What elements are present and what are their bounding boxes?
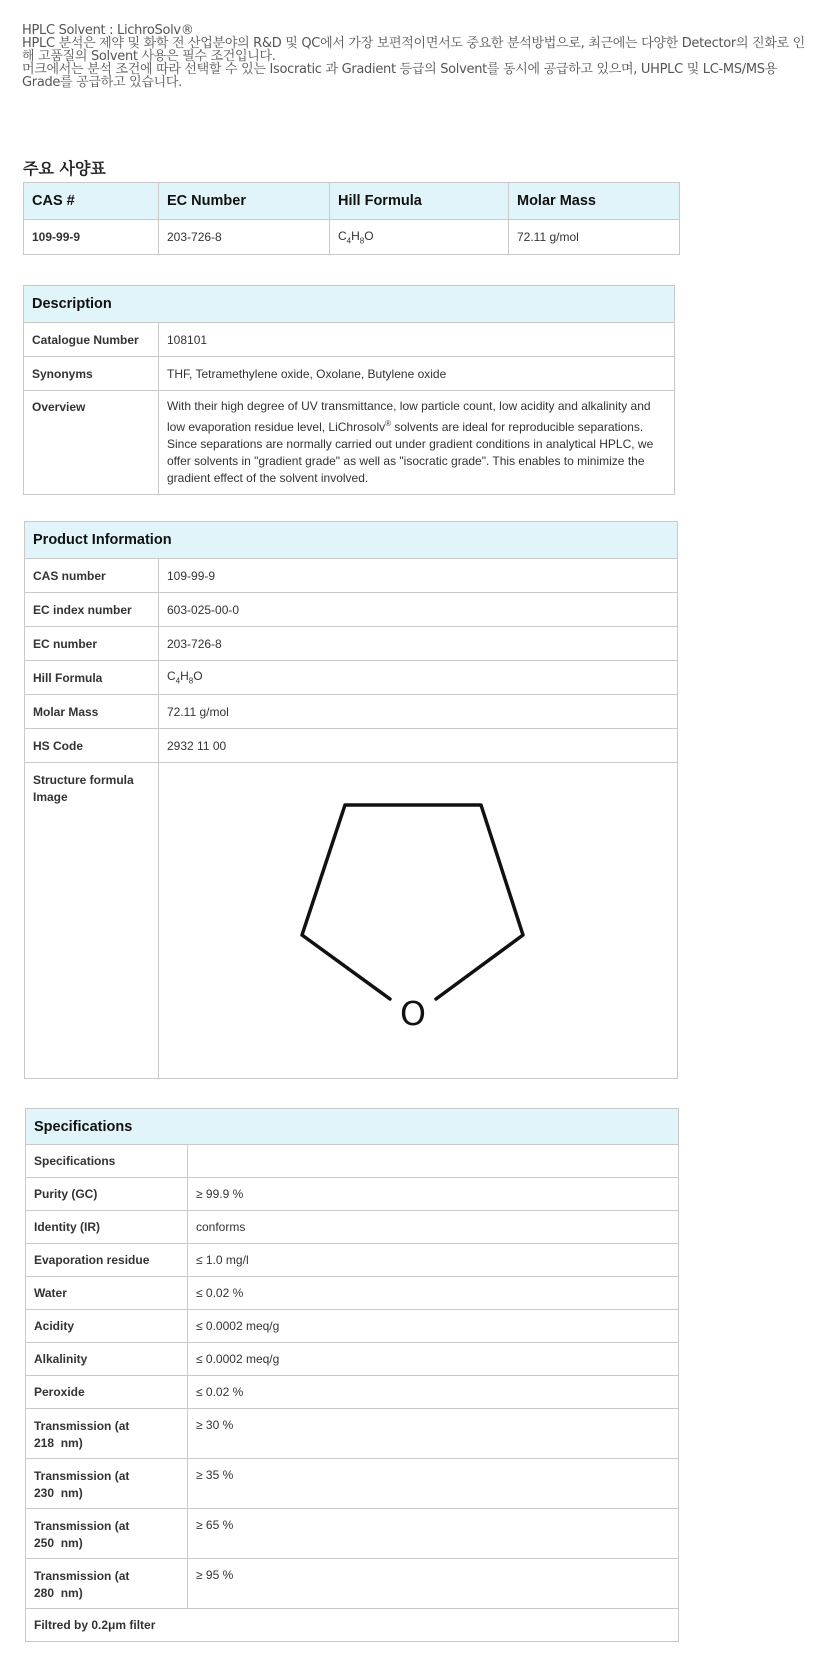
row-label-molar-mass: Molar Mass: [25, 695, 159, 729]
cell-ec: 203-726-8: [159, 220, 330, 255]
spec-value-trans-218: ≥ 30 %: [188, 1409, 679, 1459]
spec-value-water: ≤ 0.02 %: [188, 1277, 679, 1310]
row-label-overview: Overview: [24, 391, 159, 495]
row-label-catalogue: Catalogue Number: [24, 323, 159, 357]
intro-text: [22, 24, 812, 89]
product-info-table: [24, 521, 678, 1079]
row-value-ec-number: 203-726-8: [159, 627, 678, 661]
spec-value-trans-280: ≥ 95 %: [188, 1559, 679, 1609]
spec-label-water: Water: [26, 1277, 188, 1310]
specifications-table: [25, 1108, 679, 1642]
thf-ring-bonds: [302, 805, 523, 999]
spec-value-trans-230: ≥ 35 %: [188, 1459, 679, 1509]
header-molar-mass: Molar Mass: [509, 183, 680, 220]
row-value-synonyms: THF, Tetramethylene oxide, Oxolane, Butylene oxide: [159, 357, 675, 391]
spec-label-purity: Purity (GC): [26, 1178, 188, 1211]
spec-value-evaporation: ≤ 1.0 mg/l: [188, 1244, 679, 1277]
row-label-structure: Structure formula Image: [25, 763, 159, 1079]
row-value-molar-mass: 72.11 g/mol: [159, 695, 678, 729]
spec-value-purity: ≥ 99.9 %: [188, 1178, 679, 1211]
product-info-title: Product Information: [25, 522, 678, 559]
header-ec-number: EC Number: [159, 183, 330, 220]
spec-value-identity: conforms: [188, 1211, 679, 1244]
row-label-hs-code: HS Code: [25, 729, 159, 763]
specifications-title: Specifications: [26, 1109, 679, 1145]
spec-label-alkalinity: Alkalinity: [26, 1343, 188, 1376]
thf-structure-image: [159, 763, 677, 1075]
spec-footer-filter: Filtred by 0.2μm filter: [26, 1609, 679, 1642]
spec-subheader-value: [188, 1145, 679, 1178]
intro-title: HPLC Solvent : LichroSolv®: [22, 23, 194, 38]
intro-paragraph-1: HPLC 분석은 제약 및 화학 전 산업분야의 R&D 및 QC에서 가장 보편적이면서도 중요한 분석방법으로, 최근에는 다양한 Detector의 진화로 인해 고품질의 Solvent 사용은 필수 조건입니다.: [22, 36, 805, 64]
spec-value-trans-250: ≥ 65 %: [188, 1509, 679, 1559]
spec-label-peroxide: Peroxide: [26, 1376, 188, 1409]
spec-label-acidity: Acidity: [26, 1310, 188, 1343]
row-value-hs-code: 2932 11 00: [159, 729, 678, 763]
row-label-ec-number: EC number: [25, 627, 159, 661]
row-value-hill-formula: $C_4H_8O$: [159, 661, 678, 695]
spec-label-trans-230: Transmission (at 230 nm): [26, 1459, 188, 1509]
description-title: Description: [24, 286, 675, 323]
header-cas: CAS #: [24, 183, 159, 220]
row-value-catalogue: 108101: [159, 323, 675, 357]
cell-molar-mass: 72.11 g/mol: [509, 220, 680, 255]
row-label-hill-formula: Hill Formula: [25, 661, 159, 695]
spec-label-trans-218: Transmission (at 218 nm): [26, 1409, 188, 1459]
row-label-cas-number: CAS number: [25, 559, 159, 593]
spec-value-peroxide: ≤ 0.02 %: [188, 1376, 679, 1409]
spec-subheader-label: Specifications: [26, 1145, 188, 1178]
cell-formula: $C_4H_8O$: [330, 220, 509, 255]
header-hill-formula: Hill Formula: [330, 183, 509, 220]
row-label-ec-index: EC index number: [25, 593, 159, 627]
spec-value-acidity: ≤ 0.0002 meq/g: [188, 1310, 679, 1343]
description-table: [23, 285, 675, 495]
row-value-ec-index: 603-025-00-0: [159, 593, 678, 627]
row-value-overview: With their high degree of UV transmittance, low particle count, low acidity and alkalinity and low evaporation residue level, LiChrosolv® solvents are ideal for reproducible separations. Since separations are normally carried out under gradient conditions in analytical HPLC, we offer solvents in "gradient grade" as well as "isocratic grade". This enables to minimize the gradient effect of the solvent involved.: [159, 391, 675, 495]
spec-label-trans-280: Transmission (at 280 nm): [26, 1559, 188, 1609]
row-value-cas-number: 109-99-9: [159, 559, 678, 593]
spec-value-alkalinity: ≤ 0.0002 meq/g: [188, 1343, 679, 1376]
section-title-main-specs: 주요 사양표: [23, 159, 106, 178]
spec-label-evaporation: Evaporation residue: [26, 1244, 188, 1277]
row-value-structure: [159, 763, 678, 1079]
cell-cas: 109-99-9: [24, 220, 159, 255]
spec-label-trans-250: Transmission (at 250 nm): [26, 1509, 188, 1559]
main-specs-table: [23, 182, 680, 255]
row-label-synonyms: Synonyms: [24, 357, 159, 391]
oxygen-atom-label: O: [400, 994, 426, 1033]
spec-label-identity: Identity (IR): [26, 1211, 188, 1244]
intro-paragraph-2: 머크에서는 분석 조건에 따라 선택할 수 있는 Isocratic 과 Gradient 등급의 Solvent를 동시에 공급하고 있으며, UHPLC 및 LC-MS/MS용 Grade를 공급하고 있습니다.: [22, 62, 781, 90]
